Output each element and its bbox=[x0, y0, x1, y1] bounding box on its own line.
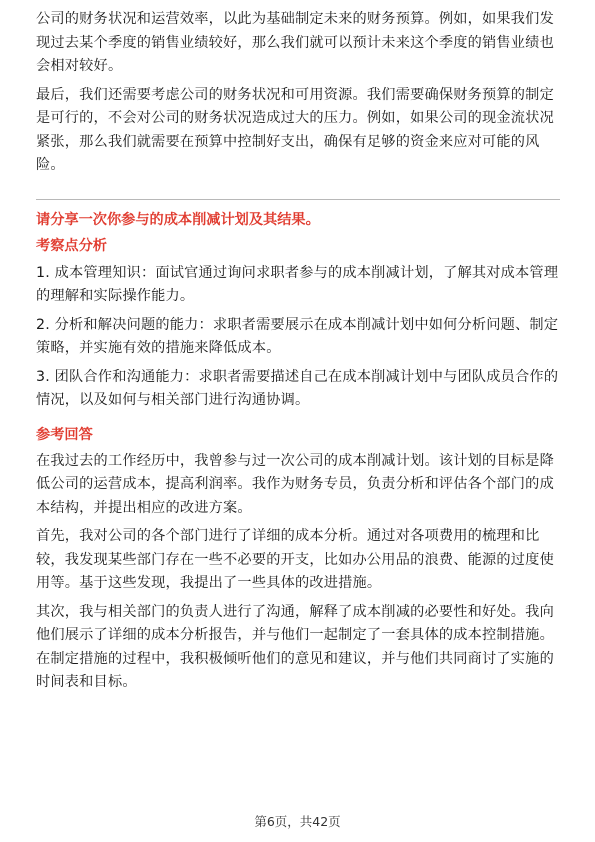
answer-paragraph: 其次，我与相关部门的负责人进行了沟通，解释了成本削减的必要性和好处。我向他们展示了详细的成本分析报告，并与他们一起制定了一套具体的成本控制措施。在制定措施的过程中，我积极倾听他们的意见和建议，并与他们共同商讨了实施的时间表和目标。 bbox=[36, 603, 554, 690]
answer-body bbox=[36, 450, 560, 695]
answer-paragraph: 首先，我对公司的各个部门进行了详细的成本分析。通过对各项费用的梳理和比较，我发现某些部门存在一些不必要的开支，比如办公用品的浪费、能源的过度使用等。基于这些发现，我提出了一些具体的改进措施。 bbox=[36, 528, 554, 591]
page-number: 第6页，共42页 bbox=[254, 814, 341, 829]
analysis-item: 2. 分析和解决问题的能力：求职者需要展示在成本削减计划中如何分析问题、制定策略，并实施有效的措施来降低成本。 bbox=[36, 316, 559, 356]
answer-paragraph: 在我过去的工作经历中，我曾参与过一次公司的成本削减计划。该计划的目标是降低公司的运营成本，提高利润率。我作为财务专员，负责分析和评估各个部门的成本结构，并提出相应的改进方案。 bbox=[36, 452, 554, 516]
answer-heading: 参考回答 bbox=[36, 426, 93, 443]
intro-paragraph: 公司的财务状况和运营效率，以此为基础制定未来的财务预算。例如，如果我们发现过去某个季度的销售业绩较好，那么我们就可以预计未来这个季度的销售业绩也会相对较好。 bbox=[36, 11, 554, 74]
section-divider bbox=[36, 199, 560, 200]
analysis-heading: 考察点分析 bbox=[36, 237, 107, 254]
analysis-item: 3. 团队合作和沟通能力：求职者需要描述自己在成本削减计划中与团队成员合作的情况，以及如何与相关部门进行沟通协调。 bbox=[36, 368, 559, 408]
question-title: 请分享一次你参与的成本削减计划及其结果。 bbox=[36, 211, 320, 228]
intro-section bbox=[36, 0, 560, 178]
analysis-list bbox=[36, 262, 560, 413]
analysis-item: 1. 成本管理知识：面试官通过询问求职者参与的成本削减计划，了解其对成本管理的理解和实际操作能力。 bbox=[36, 264, 559, 304]
intro-paragraph: 最后，我们还需要考虑公司的财务状况和可用资源。我们需要确保财务预算的制定是可行的，不会对公司的财务状况造成过大的压力。例如，如果公司的现金流状况紧张，那么我们就需要在预算中控制好支出，确保有足够的资金来应对可能的风险。 bbox=[36, 86, 554, 173]
document-page bbox=[36, 0, 560, 695]
